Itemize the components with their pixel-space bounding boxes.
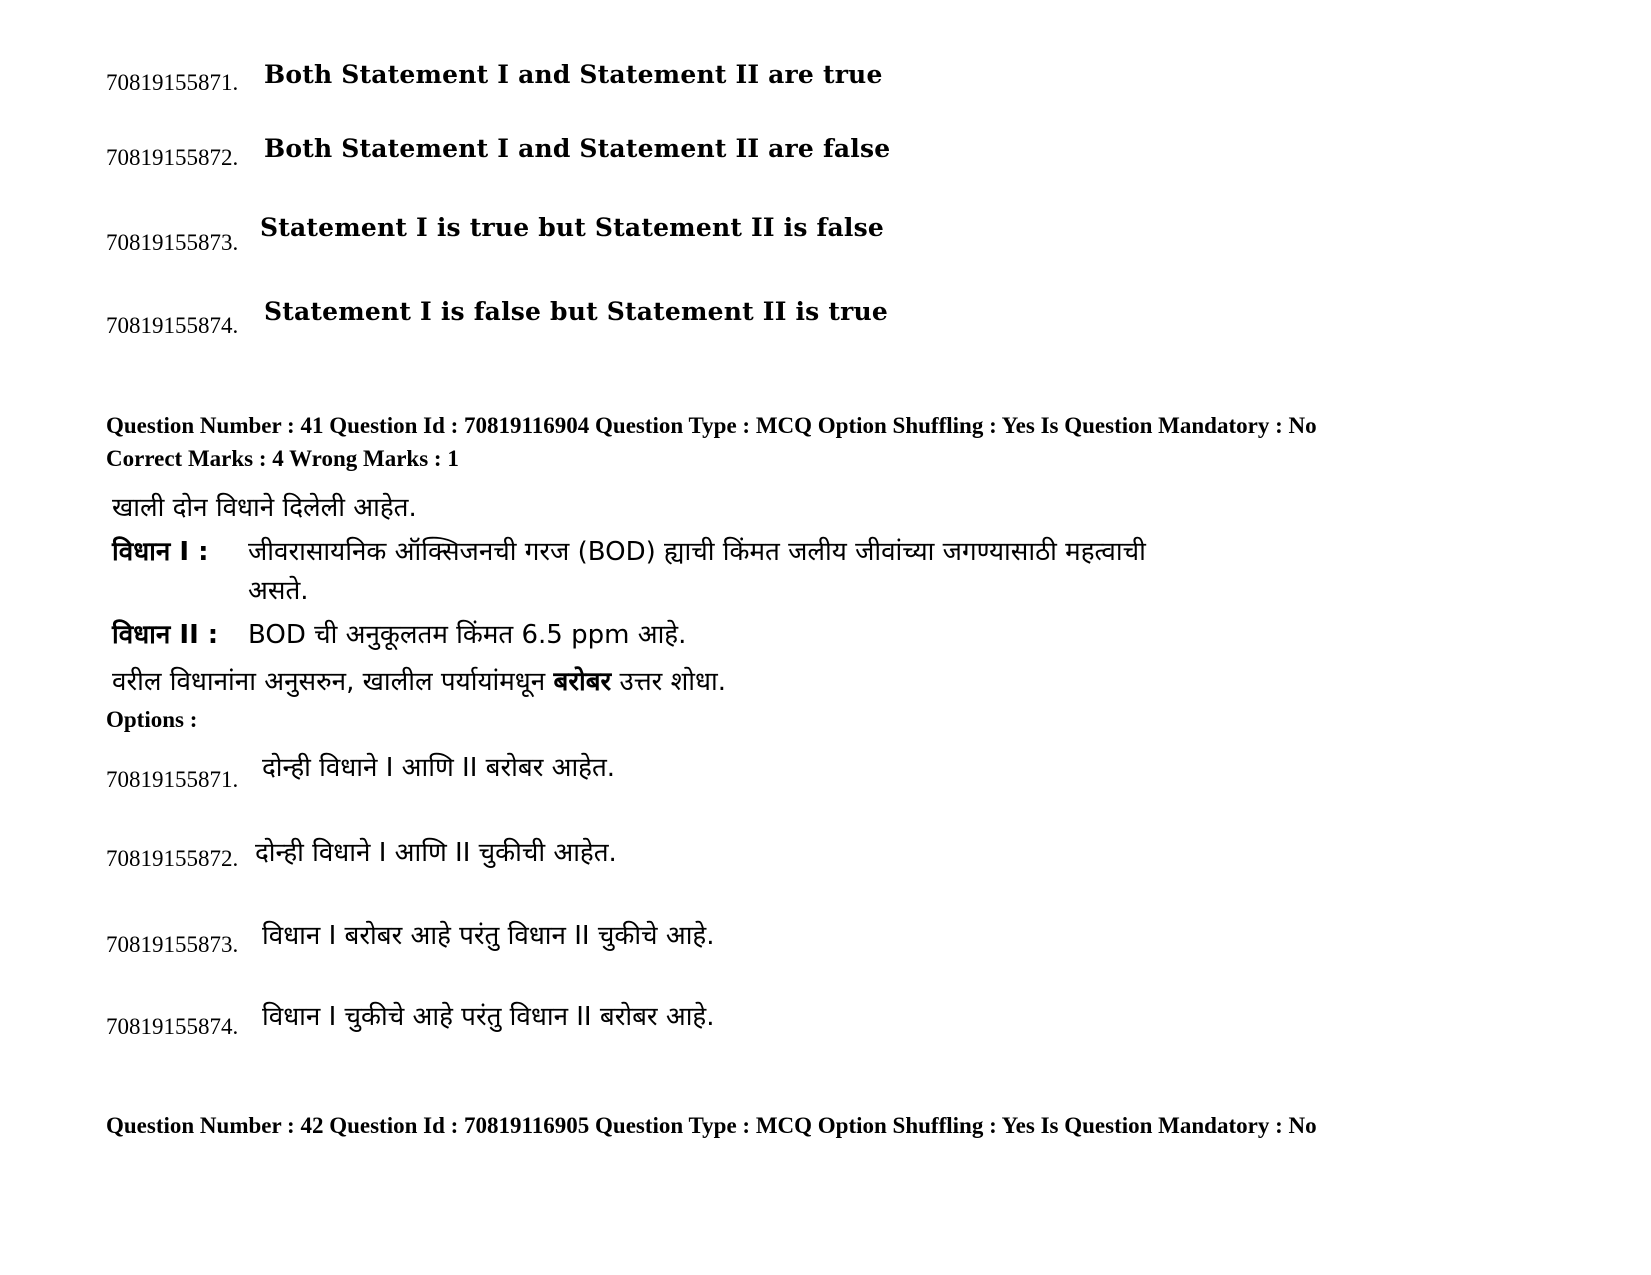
instruction-post: उत्तर शोधा. [611,667,726,697]
option-id: 70819155873. [106,230,239,255]
option-id: 70819155874. [106,1014,239,1039]
statement-1-text: जीवरासायनिक ऑक्सिजनची गरज (BOD) ह्याची किंमत जलीय जीवांच्या जगण्यासाठी महत्वाची [248,537,1146,567]
marks-line: Correct Marks : 4 Wrong Marks : 1 [106,446,459,471]
option-id: 70819155872. [106,846,239,871]
options-label: Options : [106,707,198,732]
option-id: 70819155871. [106,70,239,95]
statement-1-text-cont: असते. [248,576,309,606]
statement-2-text: BOD ची अनुकूलतम किंमत 6.5 ppm आहे. [248,620,687,650]
option-text: दोन्ही विधाने I आणि II चुकीची आहेत. [255,838,617,868]
instruction-bold: बरोबर [553,667,612,697]
statement-2-label: विधान II : [112,620,219,650]
option-text: विधान I बरोबर आहे परंतु विधान II चुकीचे आहे. [262,921,715,951]
instruction-pre: वरील विधानांना अनुसरुन, खालील पर्यायांमधून [112,667,554,697]
question-header: Question Number : 42 Question Id : 70819116905 Question Type : MCQ Option Shuffling : Yes Is Question Mandatory : No [106,1113,1317,1138]
option-text: Both Statement I and Statement II are false [264,134,891,163]
option-id: 70819155873. [106,932,239,957]
question-instruction [112,662,726,698]
option-id: 70819155872. [106,145,239,170]
option-text: Both Statement I and Statement II are true [264,60,883,89]
statement-1-label: विधान I : [112,537,209,567]
option-text: विधान I चुकीचे आहे परंतु विधान II बरोबर आहे. [262,1002,715,1032]
question-header: Question Number : 41 Question Id : 70819116904 Question Type : MCQ Option Shuffling : Yes Is Question Mandatory : No [106,413,1317,438]
question-intro: खाली दोन विधाने दिलेली आहेत. [112,493,417,523]
option-text: दोन्ही विधाने I आणि II बरोबर आहेत. [262,753,616,783]
option-text: Statement I is true but Statement II is false [260,213,884,242]
option-text: Statement I is false but Statement II is true [264,297,888,326]
option-id: 70819155874. [106,313,239,338]
option-id: 70819155871. [106,767,239,792]
